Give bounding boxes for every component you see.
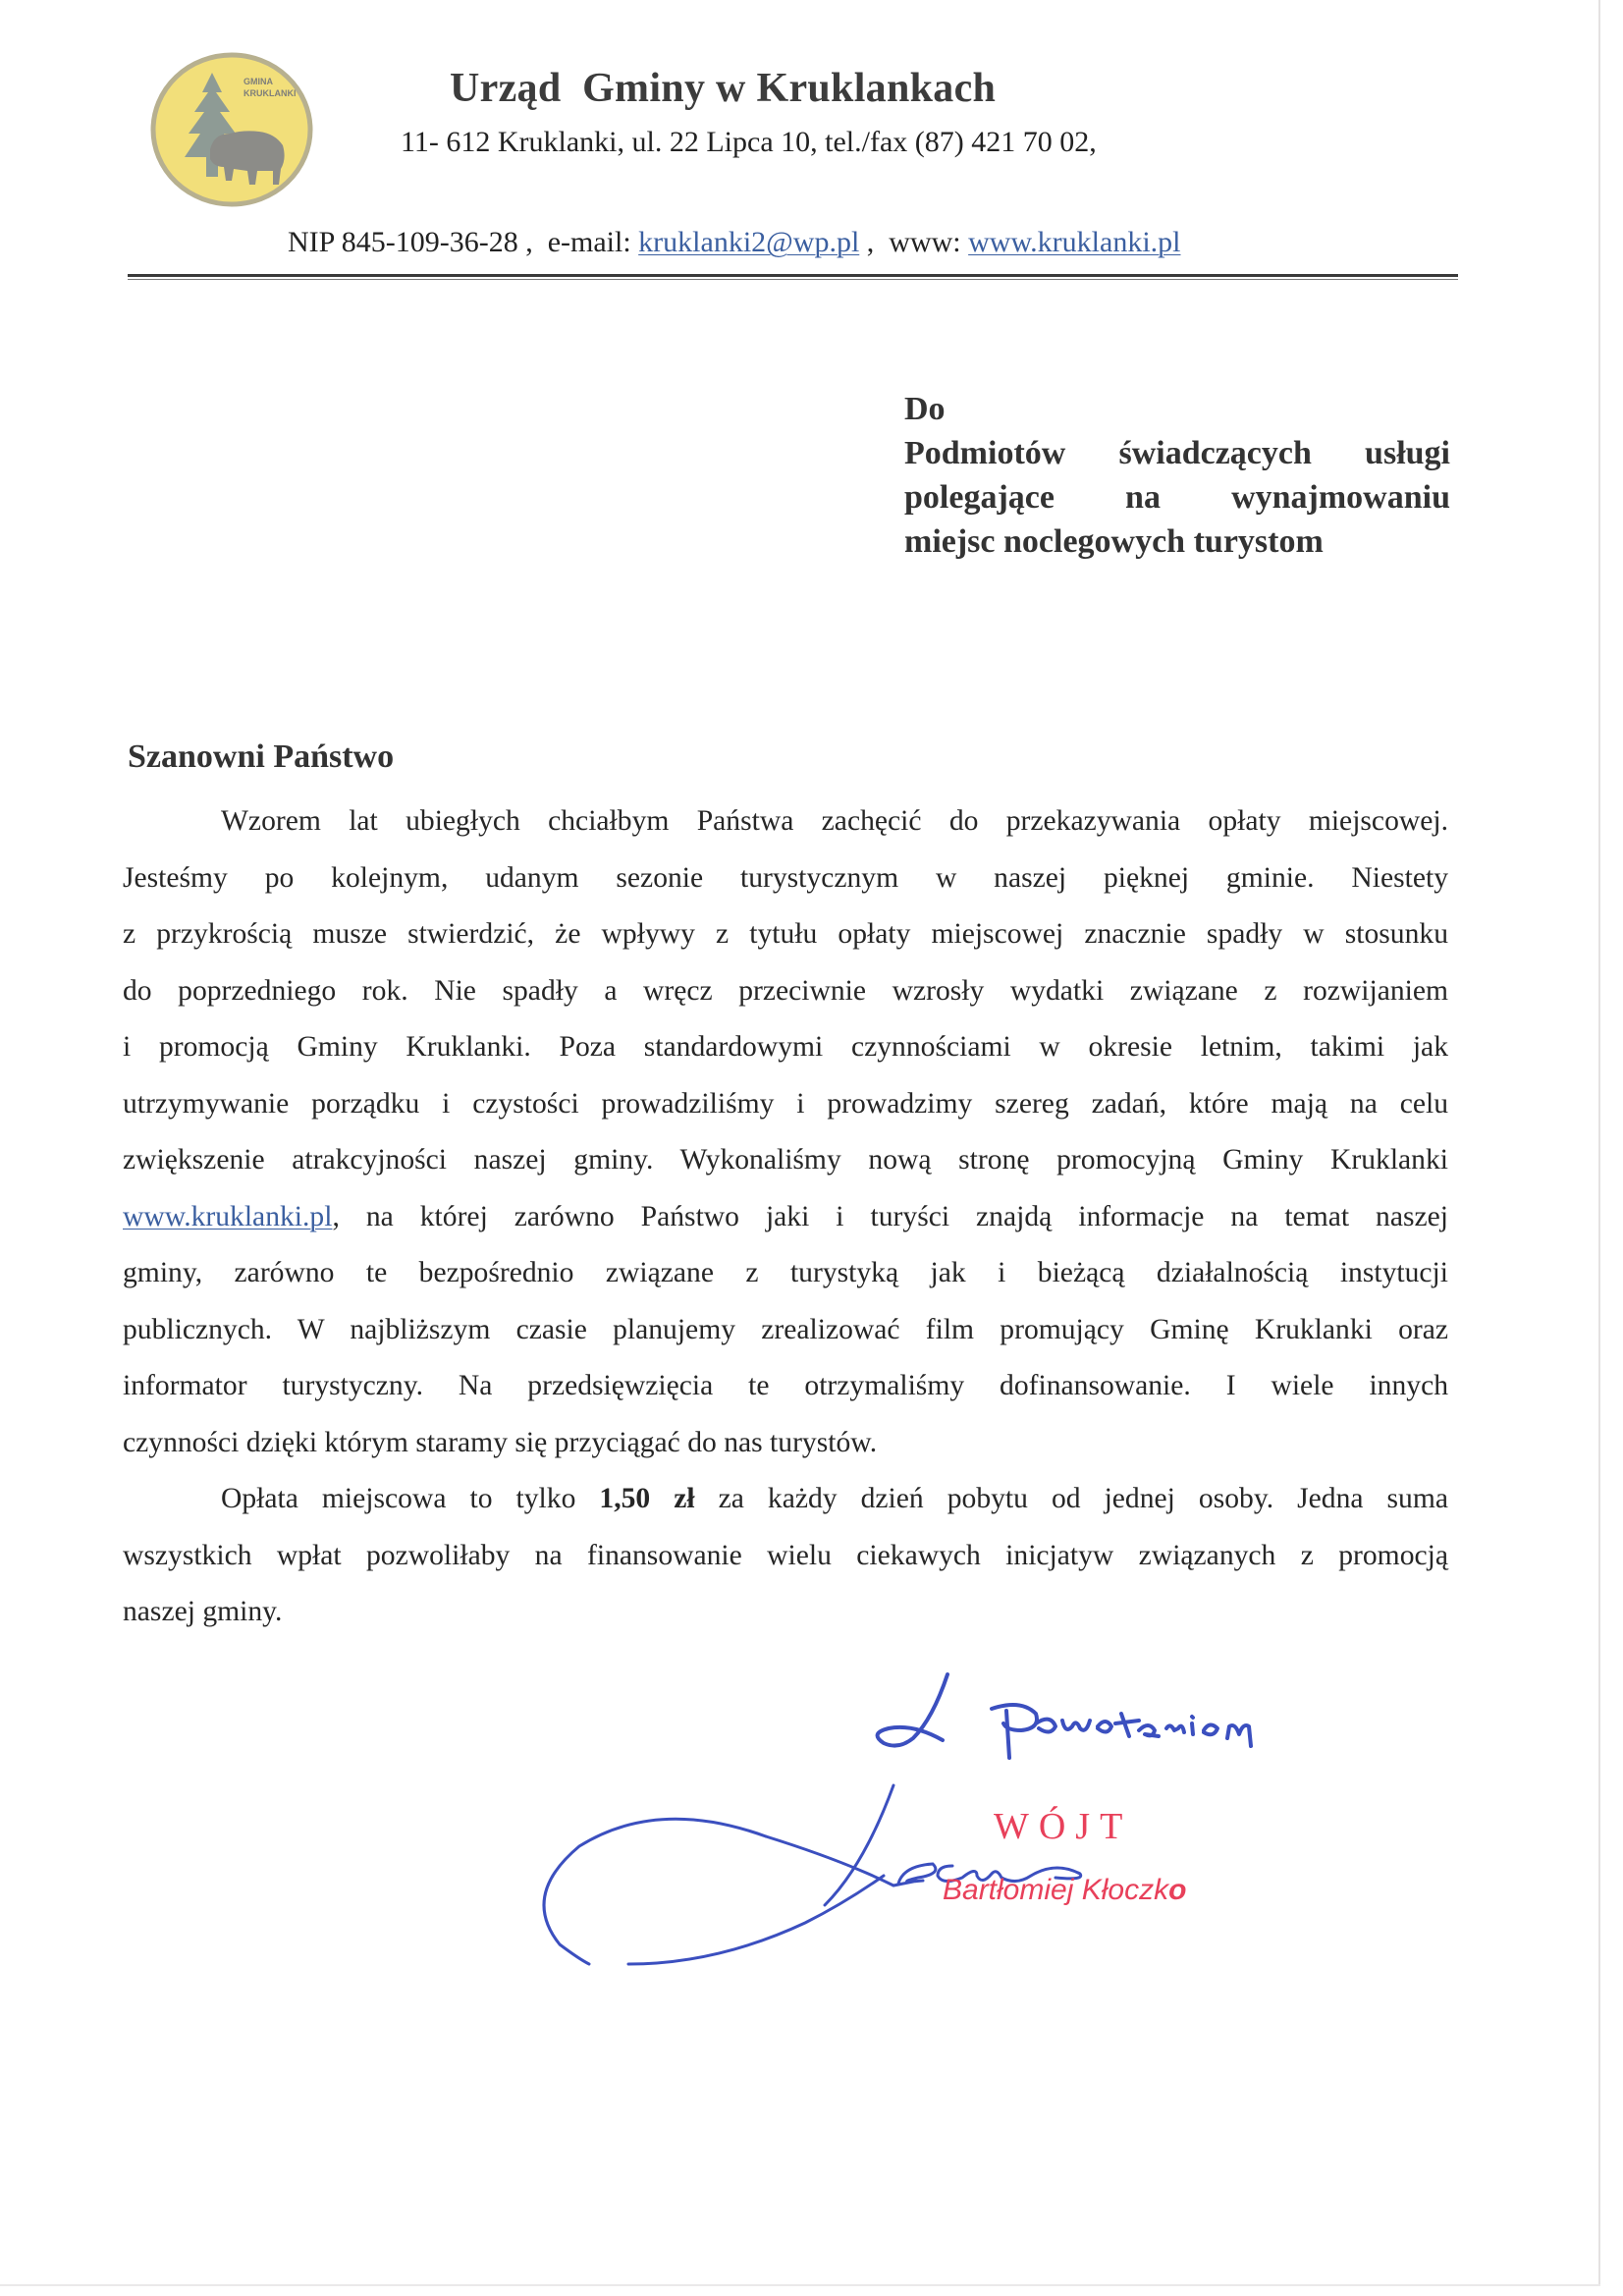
body-line: wszystkich wpłat pozwoliłaby na finansowanie wielu ciekawych inicjatyw związanych z promocją — [123, 1539, 1448, 1571]
body-line: i promocją Gminy Kruklanki. Poza standardowymi czynnościami w okresie letnim, takimi jak — [123, 1031, 1448, 1063]
contact-prefix: NIP 845-109-36-28 , e-mail: — [288, 226, 639, 258]
body-line — [123, 1189, 1448, 1246]
recipient-block — [904, 387, 1450, 564]
logo-text: KRUKLANKI — [243, 88, 297, 98]
logo-text: GMINA — [243, 77, 273, 86]
body-line: z przykrością musze stwierdzić, że wpływy z tytułu opłaty miejscowej znacznie spadły w stosunku — [123, 918, 1448, 950]
body-line-text: na której zarówno Państwo jaki i turyści znajdą informacje na temat naszej — [365, 1200, 1449, 1232]
body-line: Wzorem lat ubiegłych chciałbym Państwa zachęcić do przekazywania opłaty miejscowej. — [221, 805, 1448, 837]
organization-name: Urząd Gminy w Kruklankach — [450, 66, 997, 111]
gmina-kruklanki-emblem-icon — [149, 51, 314, 208]
stamp-name-text: Bartłomiej Kłoczk — [943, 1874, 1169, 1906]
recipient-line: Do — [904, 391, 946, 427]
body-line: do poprzedniego rok. Nie spadły a wręcz przeciwnie wzrosły wydatki związane z rozwijaniem — [123, 974, 1448, 1007]
recipient-line: polegające na wynajmowaniu — [904, 479, 1450, 516]
fee-amount: 1,50 zł — [599, 1483, 695, 1514]
recipient-line: miejsc noclegowych turystom — [904, 523, 1324, 560]
organization-contact — [288, 226, 1180, 259]
body-line-text: za każdy dzień pobytu od jednej osoby. Jedna suma — [694, 1483, 1448, 1514]
body-line: utrzymywanie porządku i czystości prowadziliśmy i prowadzimy szereg zadań, które mają na celu — [123, 1087, 1448, 1120]
body-line: Jesteśmy po kolejnym, udanym sezonie turystycznym w naszej pięknej gminie. Niestety — [123, 861, 1448, 894]
website-link[interactable]: www.kruklanki.pl — [968, 226, 1181, 258]
body-line — [123, 1471, 1448, 1528]
body-line: informator turystyczny. Na przedsięwzięcia te otrzymaliśmy dofinansowanie. I wiele innych — [123, 1370, 1448, 1401]
header-divider — [128, 274, 1458, 280]
body-line: naszej gminy. — [123, 1596, 283, 1627]
page-edge — [1598, 0, 1600, 2285]
signature — [520, 1758, 1286, 1984]
body-line: gminy, zarówno te bezpośrednio związane z turystyką jak i bieżącą działalnością instytucji — [123, 1257, 1448, 1288]
body-line: zwiększenie atrakcyjności naszej gminy. Wykonaliśmy nową stronę promocyjną Gminy Kruklanki — [123, 1144, 1448, 1175]
letter-body — [123, 793, 1448, 1641]
body-line: publicznych. W najbliższym czasie planujemy zrealizować film promujący Gminę Kruklanki oraz — [123, 1313, 1448, 1345]
salutation: Szanowni Państwo — [128, 738, 395, 775]
website-inline-link[interactable]: www.kruklanki.pl — [123, 1200, 333, 1232]
recipient-line: Podmiotów świadczących usługi — [904, 435, 1450, 471]
body-line-text: Opłata miejscowa to tylko — [221, 1483, 600, 1514]
page-edge — [0, 2284, 1600, 2286]
organization-address: 11- 612 Kruklanki, ul. 22 Lipca 10, tel./fax (87) 421 70 02, — [401, 126, 1097, 158]
body-line: czynności dzięki którym staramy się przyciągać do nas turystów. — [123, 1426, 878, 1458]
contact-separator: , www: — [859, 226, 969, 258]
punctuation: , — [332, 1200, 340, 1232]
stamp-name-text: o — [1168, 1874, 1187, 1906]
email-link[interactable]: kruklanki2@wp.pl — [638, 226, 860, 258]
stamp-title: WÓJT — [994, 1806, 1133, 1847]
stamp-name — [943, 1874, 1186, 1907]
